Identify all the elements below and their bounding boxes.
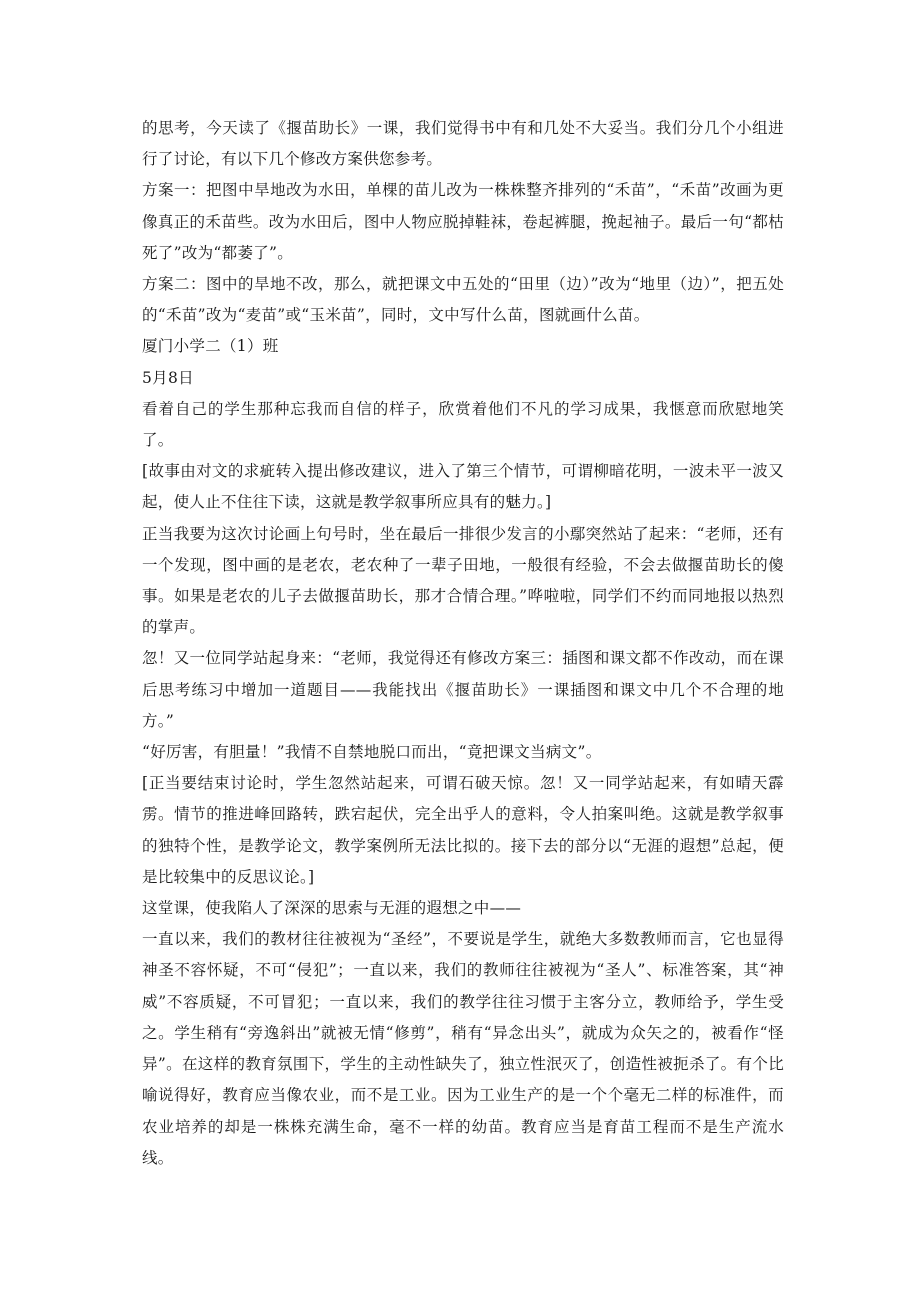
paragraph-plan-three: 忽！又一位同学站起身来：“老师，我觉得还有修改方案三：插图和课文都不作改动，而在课后思考练习中增加一道题目——我能找出《揠苗助长》一课插图和课文中几个不合理的地方。” xyxy=(142,649,784,730)
commentary-climax: [正当要结束讨论时，学生忽然站起来，可谓石破天惊。忽！又一同学站起来，有如晴天霹雳。情节的推进峰回路转，跌宕起伏，完全出乎人的意料，令人拍案叫绝。这就是教学叙事的独特个性，是教学论文，教学案例所无法比拟的。接下去的部分以“无涯的遐想”总起，便是比较集中的反思议论。] xyxy=(142,774,784,886)
paragraph-plan-one: 方案一：把图中旱地改为水田，单棵的苗儿改为一株株整齐排列的“禾苗”，“禾苗”改画为更像真正的禾苗些。改为水田后，图中人物应脱掉鞋袜，卷起裤腿，挽起袖子。最后一句“都枯死了”改为“都萎了”。 xyxy=(142,181,784,262)
paragraph-smile: 看着自己的学生那种忘我而自信的样子，欣赏着他们不凡的学习成果，我惬意而欣慰地笑了。 xyxy=(142,399,784,450)
paragraph-intro: 的思考，今天读了《揠苗助长》一课，我们觉得书中有和几处不大妥当。我们分几个小组进行了讨论，有以下几个修改方案供您参考。 xyxy=(142,119,784,169)
paragraph-plan-two: 方案二：图中的旱地不改，那么，就把课文中五处的“田里（边）”改为“地里（边）”，把五处的“禾苗”改为“麦苗”或“玉米苗”，同时，文中写什么苗，图就画什么苗。 xyxy=(142,275,784,325)
paragraph-exclamation: “好厉害，有胆量！”我情不自禁地脱口而出，“竟把课文当病文”。 xyxy=(142,743,602,762)
signature-class: 厦门小学二（1）班 xyxy=(142,337,279,356)
paragraph-reflection: 一直以来，我们的教材往往被视为“圣经”，不要说是学生，就绝大多数教师而言，它也显得神圣不容怀疑，不可“侵犯”；一直以来，我们的教师往往被视为“圣人”、标准答案，其“神威”不容质疑，不可冒犯；一直以来，我们的教学往往习惯于主客分立，教师给予，学生受之。学生稍有“旁逸斜出”就被无情“修剪”，稍有“异念出头”，就成为众矢之的，被看作“怪异”。在这样的教育氛围下，学生的主动性缺失了，独立性泯灭了，创造性被扼杀了。有个比喻说得好，教育应当像农业，而不是工业。因为工业生产的是一个个毫无二样的标准件，而农业培养的却是一株株充满生命，毫不一样的幼苗。教育应当是育苗工程而不是生产流水线。 xyxy=(142,930,784,1167)
paragraph-reflection-intro: 这堂课，使我陷人了深深的思索与无涯的遐想之中—— xyxy=(142,899,522,918)
paragraph-xiao-yan: 正当我要为这次讨论画上句号时，坐在最后一排很少发言的小鄢突然站了起来：“老师，还有一个发现，图中画的是老农，老农种了一辈子田地，一般很有经验，不会去做揠苗助长的傻事。如果是老农的儿子去做揠苗助长，那才合情合理。”哗啦啦，同学们不约而同地报以热烈的掌声。 xyxy=(142,524,784,637)
commentary-third-plot: [故事由对文的求疵转入提出修改建议，进入了第三个情节，可谓柳暗花明，一波未平一波又起，使人止不住往下读，这就是教学叙事所应具有的魅力。] xyxy=(142,462,784,512)
document-body xyxy=(142,113,784,1174)
signature-date: 5月8日 xyxy=(142,368,194,387)
